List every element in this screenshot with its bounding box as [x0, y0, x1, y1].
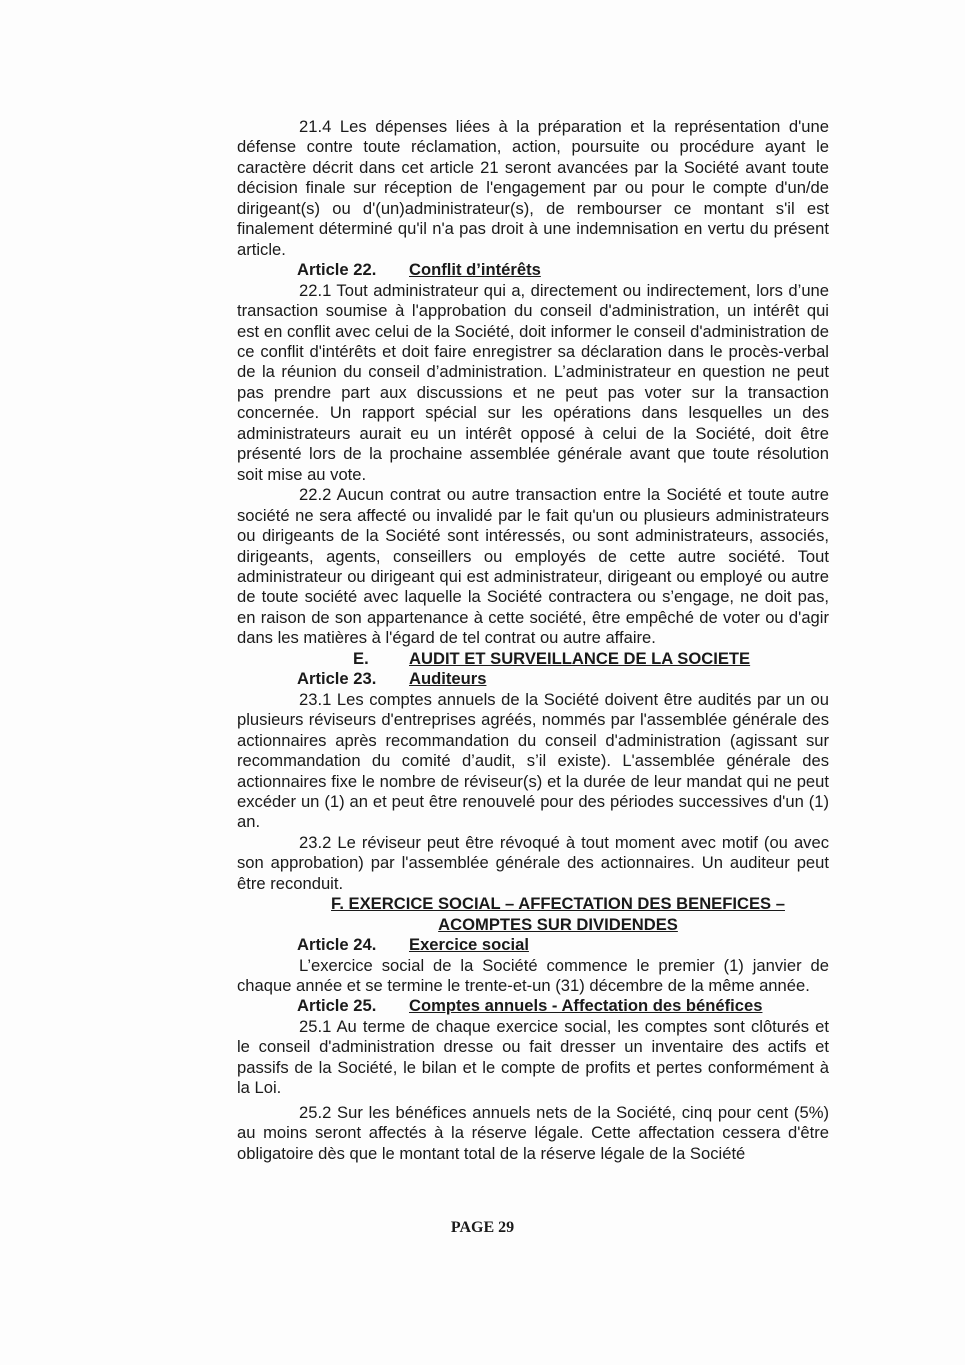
paragraph-23-2: 23.2 Le réviseur peut être révoqué à tout moment avec motif (ou avec son approbation) par l'assemblée générale des actionnaires. Un auditeur peut être reconduit.: [237, 832, 829, 893]
section-e-title: AUDIT ET SURVEILLANCE DE LA SOCIETE: [409, 648, 751, 668]
paragraph-22-1: 22.1 Tout administrateur qui a, directement ou indirectement, lors d’une transaction soumise à l'approbation du conseil d'administration, un intérêt qui est en conflit avec celui de la Société, doit informer le conseil d'administration de ce conflit d'intérêts et doit faire enregistrer sa déclaration dans le procès-verbal de la réunion du conseil d’administration. L’administrateur en question ne peut pas prendre part aux discussions et ne peut pas voter sur la transaction concernée. Un rapport spécial sur les opérations dans lesquelles un des administrateurs aurait eu un intérêt opposé à celui de la Société, doit être présenté lors de la prochaine assemblée générale avant que toute résolution soit mise au vote.: [237, 280, 829, 484]
article-23-title: Auditeurs: [409, 669, 487, 689]
article-23-heading: [237, 669, 829, 689]
paragraph-25-2: 25.2 Sur les bénéfices annuels nets de la Société, cinq pour cent (5%) au moins seront affectés à la réserve légale. Cette affectation cessera d'être obligatoire dès que le montant total de la réserve légale de la Société: [237, 1102, 829, 1163]
article-24-heading: [237, 935, 829, 955]
paragraph-24: L’exercice social de la Société commence le premier (1) janvier de chaque année et se termine le trente-et-un (31) décembre de la même année.: [237, 955, 829, 996]
article-24-title: Exercice social: [409, 935, 529, 955]
paragraph-25-1: 25.1 Au terme de chaque exercice social, les comptes sont clôturés et le conseil d'administration dresse ou fait dresser un inventaire des actifs et passifs de la Société, le bilan et le compte de profits et pertes conformément à la Loi.: [237, 1016, 829, 1098]
section-e-heading: [237, 649, 829, 669]
article-22-heading: [237, 260, 829, 280]
paragraph-21-4: 21.4 Les dépenses liées à la préparation et la représentation d'une défense contre toute réclamation, action, poursuite ou procédure ayant le caractère décrit dans cet article 21 seront avancées par la Société avant toute décision finale sur réception de l'engagement par ou pour le compte d'un/de dirigeant(s) ou d'(un)administrateur(s), de rembourser ce montant s'il est finalement déterminé qu'il n'a pas droit à une indemnisation en vertu du présent article.: [237, 117, 829, 259]
paragraph-23-1: 23.1 Les comptes annuels de la Société doivent être audités par un ou plusieurs réviseurs d'entreprises agréés, nommés par l'assemblée générale des actionnaires après recommandation du conseil d'administration (agissant sur recommandation du comité d’audit, s’il existe). L'assemblée générale des actionnaires fixe le nombre de réviseur(s) et la durée de leur mandat qui ne peut excéder un (1) an et peut être renouvelé pour des périodes successives d'un (1) an.: [237, 689, 829, 832]
paragraph-22-2: 22.2 Aucun contrat ou autre transaction entre la Société et toute autre société ne sera affecté ou invalidé par le fait qu'un ou plusieurs administrateurs ou dirigeants de la Société sont intéressés, ou sont administrateurs, associés, dirigeants, agents, conseillers ou employés de cette autre société. Tout administrateur ou dirigeant qui est administrateur, dirigeant ou employé ou autre de toute société avec laquelle la Société contractera ou s’engage, ne doit pas, en raison de son appartenance à cette société, être empêché de voter ou d'agir dans les matières à l'égard de tel contrat ou autre affaire.: [237, 485, 829, 648]
article-25-number: Article 25.: [297, 996, 377, 1016]
document-body: [237, 117, 829, 1164]
article-22-number: Article 22.: [297, 260, 377, 280]
article-23-number: Article 23.: [297, 669, 377, 689]
section-e-letter: E.: [353, 648, 369, 668]
article-25-heading: [237, 996, 829, 1016]
article-25-title: Comptes annuels - Affectation des bénéfices: [409, 996, 763, 1016]
article-22-title: Conflit d’intérêts: [409, 260, 541, 280]
section-f-heading-line-2: ACOMPTES SUR DIVIDENDES: [438, 914, 678, 934]
section-f-heading-line-1: F. EXERCICE SOCIAL – AFFECTATION DES BENEFICES –: [331, 894, 785, 914]
article-24-number: Article 24.: [297, 935, 377, 955]
page-number: PAGE 29: [450, 1219, 515, 1236]
